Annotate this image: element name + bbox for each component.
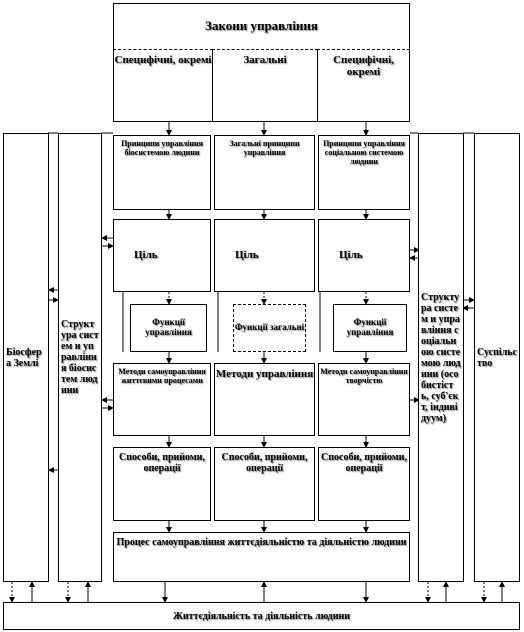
methods-right-box: Методи самоуправління творчістю: [318, 363, 410, 436]
goal-left-box: Ціль: [113, 219, 211, 292]
goal-middle-box: Ціль: [214, 219, 315, 292]
process-box: Процес самоуправління життєдіяльністю та діяльністю людини: [113, 532, 410, 582]
methods-middle-box: Методи управління: [214, 363, 315, 436]
principles-middle-box: Загальні принципи управління: [214, 135, 315, 210]
society-box: Суспільство: [474, 133, 520, 582]
laws-specific-left-box: Специфічні, окремі: [113, 49, 213, 122]
bio-structure-box: Структура систем и управління біосистем людини: [58, 133, 102, 582]
methods-left-box: Методи самоуправління життєвими процесами: [113, 363, 211, 436]
laws-specific-right-box: Специфічні, окремі: [317, 49, 410, 122]
principles-left-box: Принципи управління біосистемою людини: [113, 135, 211, 210]
functions-middle-box: Функції загальні: [233, 304, 306, 352]
principles-right-box: Принципи управління соціальною системою людини: [318, 135, 410, 210]
functions-left-box: Функції управління: [130, 304, 207, 352]
social-structure-box: Структура систем и управління соціальною системою людини (особистість, суб'єкт, індивідуум): [418, 133, 464, 582]
footer-box: Життєдіяльність та діяльність людини: [3, 602, 520, 630]
ways-middle-box: Способи, прийоми, операції: [214, 447, 315, 521]
goal-right-box: Ціль: [318, 219, 410, 292]
functions-right-box: Функції управління: [333, 304, 407, 352]
laws-general-box: Загальні: [212, 49, 318, 122]
ways-right-box: Способи, прийоми, операції: [318, 447, 410, 521]
laws-title-box: Закони управління: [113, 3, 410, 50]
biosphere-box: Біосфера Землі: [3, 133, 49, 582]
ways-left-box: Способи, прийоми, операції: [113, 447, 211, 521]
